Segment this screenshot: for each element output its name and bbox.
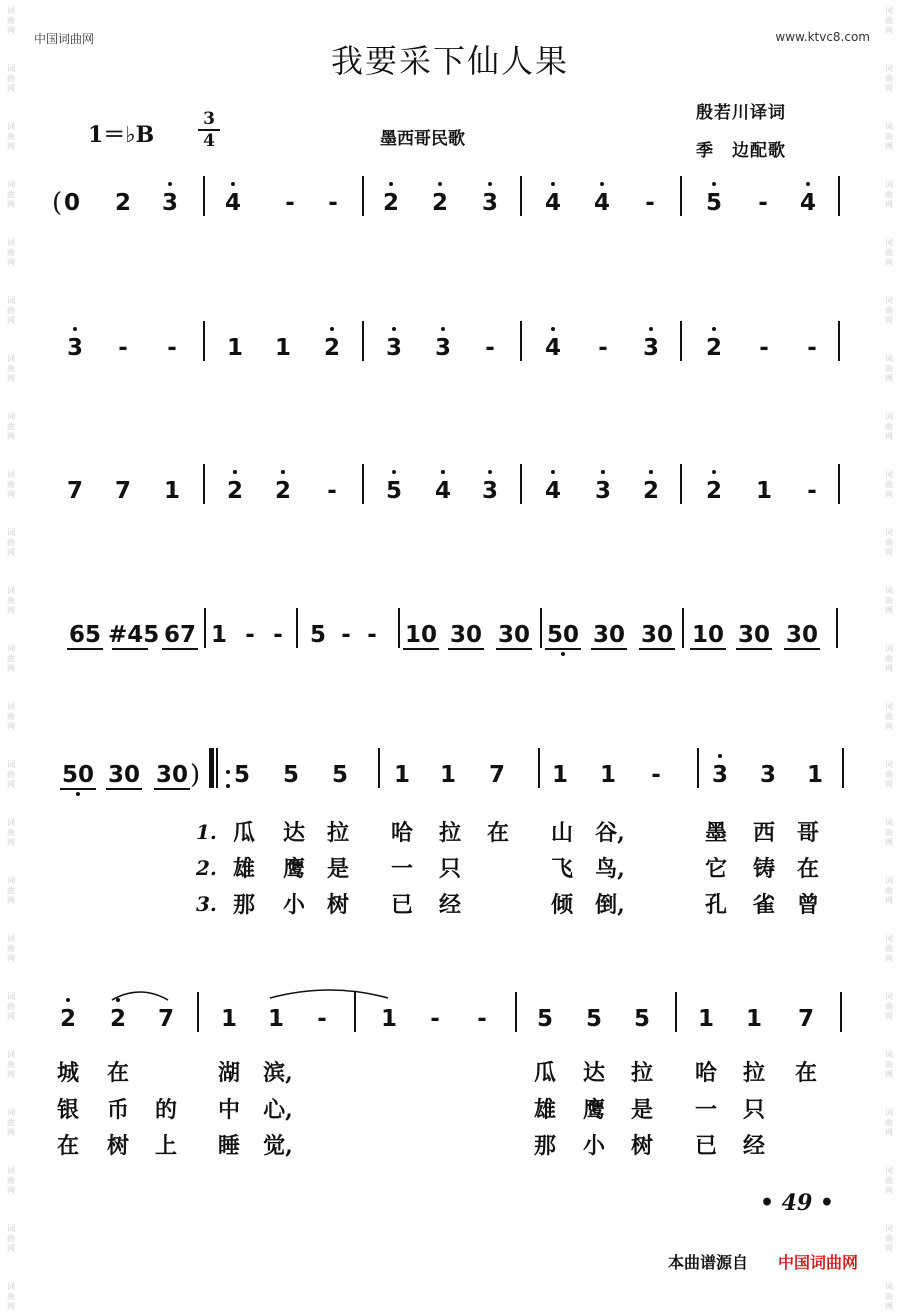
lyric-syllable: 银 (56, 1097, 79, 1123)
margin-watermark-text: 词 曲 网 (7, 1050, 15, 1079)
jianpu-note: 2 (323, 335, 340, 361)
lyric-syllable: 墨 (704, 820, 727, 846)
key-signature: 1＝♭B (88, 122, 155, 148)
jianpu-note: 3 (759, 762, 776, 788)
lyric-syllable: 瓜 (232, 820, 255, 846)
verse-number: 1. (196, 820, 217, 844)
jianpu-note: 1 (599, 762, 616, 788)
jianpu-note: 7 (157, 1006, 174, 1032)
jianpu-note: 1 (806, 762, 823, 788)
jianpu-note: 30 (497, 622, 530, 648)
lyric-syllable: 飞 (550, 856, 573, 882)
margin-watermark-text: 词 曲 网 (885, 1050, 893, 1079)
jianpu-note: 2 (114, 190, 131, 216)
margin-watermark-text: 词 曲 网 (7, 180, 15, 209)
lyric-syllable: 瓜 (533, 1060, 556, 1086)
sustain-dash: - (598, 335, 608, 361)
jianpu-note: 10 (691, 622, 724, 648)
lyric-syllable: 币 (106, 1097, 129, 1123)
jianpu-note: 1 (226, 335, 243, 361)
lyric-syllable: 经 (742, 1133, 765, 1159)
margin-watermark-text: 词 曲 网 (7, 760, 15, 789)
jianpu-note: #45 (108, 622, 160, 648)
jianpu-note: 7 (114, 478, 131, 504)
time-numerator: 3 (203, 109, 215, 129)
lyric-syllable: 鹰 (582, 1097, 605, 1123)
lyric-syllable: 滨, (263, 1060, 293, 1086)
lyric-syllable: 在 (796, 856, 819, 882)
margin-watermark-text: 词 曲 网 (885, 992, 893, 1021)
jianpu-note: 5 (309, 622, 326, 648)
jianpu-note: 5 (233, 762, 250, 788)
jianpu-note: 5 (385, 478, 402, 504)
lyric-syllable: 鸟, (595, 856, 625, 882)
jianpu-note: 1 (745, 1006, 762, 1032)
lyric-syllable: 曾 (796, 892, 819, 918)
jianpu-note: 1 (220, 1006, 237, 1032)
margin-watermark-text: 词 曲 网 (885, 470, 893, 499)
lyric-syllable: 它 (704, 856, 727, 882)
jianpu-note: 7 (488, 762, 505, 788)
lyric-syllable: 拉 (438, 820, 461, 846)
lyric-syllable: 城 (56, 1060, 79, 1086)
lyric-syllable: 在 (106, 1060, 129, 1086)
lyric-syllable: 拉 (742, 1060, 765, 1086)
jianpu-note: 30 (592, 622, 625, 648)
jianpu-note: 50 (61, 762, 94, 788)
jianpu-note: 30 (107, 762, 140, 788)
margin-watermark-text: 词 曲 网 (885, 296, 893, 325)
intro-close-paren: ) (190, 760, 201, 790)
margin-watermark-text: 词 曲 网 (885, 180, 893, 209)
sustain-dash: - (167, 335, 177, 361)
margin-watermark-text: 词 曲 网 (7, 412, 15, 441)
lyric-syllable: 拉 (326, 820, 349, 846)
jianpu-note: 3 (434, 335, 451, 361)
lyric-syllable: 树 (106, 1133, 129, 1159)
lyric-syllable: 倒, (595, 892, 625, 918)
margin-watermark-text: 词 曲 网 (7, 528, 15, 557)
jianpu-note: 1 (274, 335, 291, 361)
jianpu-note: 3 (711, 762, 728, 788)
jianpu-note: 3 (385, 335, 402, 361)
margin-watermark-text: 词 曲 网 (7, 992, 15, 1021)
verse-number: 2. (196, 856, 217, 880)
jianpu-note: 2 (274, 478, 291, 504)
sustain-dash: - (273, 622, 283, 648)
jianpu-note: 1 (267, 1006, 284, 1032)
lyric-syllable: 哈 (694, 1060, 717, 1086)
sustain-dash: - (430, 1006, 440, 1032)
jianpu-note: 5 (585, 1006, 602, 1032)
margin-watermark-text: 词 曲 网 (7, 354, 15, 383)
jianpu-note: 10 (404, 622, 437, 648)
lyric-syllable: 中 (217, 1097, 240, 1123)
lyric-syllable: 已 (694, 1133, 717, 1159)
lyric-syllable: 铸 (752, 856, 775, 882)
lyric-syllable: 谷, (595, 820, 625, 846)
sustain-dash: - (327, 478, 337, 504)
paren-mark (78, 782, 80, 808)
sustain-dash: - (118, 335, 128, 361)
margin-watermark-text: 词 曲 网 (7, 1166, 15, 1195)
jianpu-note: 4 (224, 190, 241, 216)
margin-watermark-text: 词 曲 网 (885, 1108, 893, 1137)
margin-watermark-text: 词 曲 网 (7, 702, 15, 731)
jianpu-note: 1 (551, 762, 568, 788)
sustain-dash: - (807, 478, 817, 504)
lyric-syllable: 小 (282, 892, 305, 918)
jianpu-note: 5 (633, 1006, 650, 1032)
jianpu-note: 2 (642, 478, 659, 504)
margin-watermark-text: 词 曲 网 (7, 644, 15, 673)
lyric-syllable: 哈 (390, 820, 413, 846)
margin-watermark-text: 词 曲 网 (885, 354, 893, 383)
jianpu-note: 3 (66, 335, 83, 361)
jianpu-note: 2 (431, 190, 448, 216)
jianpu-note: 30 (737, 622, 770, 648)
margin-watermark-text: 词 曲 网 (885, 702, 893, 731)
margin-watermark-text: 词 曲 网 (7, 122, 15, 151)
verse-number: 3. (196, 892, 217, 916)
jianpu-note: 2 (382, 190, 399, 216)
margin-watermark-text: 词 曲 网 (885, 644, 893, 673)
lyric-syllable: 树 (630, 1133, 653, 1159)
lyric-syllable: 是 (326, 856, 349, 882)
jianpu-note: 30 (785, 622, 818, 648)
sustain-dash: - (317, 1006, 327, 1032)
intro-open-paren: ( (52, 188, 63, 218)
margin-watermark-text: 词 曲 网 (7, 6, 15, 35)
jianpu-note: 4 (434, 478, 451, 504)
lyric-syllable: 睡 (217, 1133, 240, 1159)
margin-watermark-text: 词 曲 网 (885, 760, 893, 789)
site-name-left: 中国词曲网 (34, 32, 95, 46)
jianpu-note: 7 (66, 478, 83, 504)
sustain-dash: - (645, 190, 655, 216)
jianpu-note: 4 (544, 478, 561, 504)
margin-watermark-text: 词 曲 网 (885, 586, 893, 615)
lyric-syllable: 拉 (630, 1060, 653, 1086)
margin-watermark-text: 词 曲 网 (7, 470, 15, 499)
margin-watermark-text: 词 曲 网 (885, 818, 893, 847)
lyric-syllable: 倾 (550, 892, 573, 918)
jianpu-note: 1 (393, 762, 410, 788)
lyric-syllable: 雄 (533, 1097, 556, 1123)
jianpu-note: 2 (705, 478, 722, 504)
lyric-syllable: 心, (263, 1097, 293, 1123)
lyric-syllable: 那 (533, 1133, 556, 1159)
margin-watermark-text: 词 曲 网 (885, 1282, 893, 1311)
jianpu-note: 3 (161, 190, 178, 216)
jianpu-note: 0 (63, 190, 80, 216)
jianpu-note: 67 (163, 622, 196, 648)
sustain-dash: - (759, 335, 769, 361)
jianpu-note: 4 (799, 190, 816, 216)
sustain-dash: - (807, 335, 817, 361)
lyric-syllable: 已 (390, 892, 413, 918)
sustain-dash: - (367, 622, 377, 648)
sustain-dash: - (341, 622, 351, 648)
margin-watermark-text: 词 曲 网 (7, 586, 15, 615)
jianpu-note: 3 (594, 478, 611, 504)
arranger-credit: 季 边配歌 (696, 141, 786, 161)
margin-watermark-text: 词 曲 网 (885, 1166, 893, 1195)
sustain-dash: - (651, 762, 661, 788)
margin-watermark-text: 词 曲 网 (885, 1224, 893, 1253)
jianpu-note: 1 (755, 478, 772, 504)
jianpu-note: 1 (439, 762, 456, 788)
margin-watermark-text: 词 曲 网 (7, 876, 15, 905)
jianpu-note: 65 (68, 622, 101, 648)
jianpu-note: 5 (705, 190, 722, 216)
lyric-syllable: 在 (486, 820, 509, 846)
jianpu-note: 1 (380, 1006, 397, 1032)
lyric-syllable: 雀 (752, 892, 775, 918)
lyric-syllable: 在 (794, 1060, 817, 1086)
sustain-dash: - (485, 335, 495, 361)
lyric-syllable: 小 (582, 1133, 605, 1159)
time-denominator: 4 (203, 131, 215, 151)
margin-watermark-text: 词 曲 网 (7, 296, 15, 325)
margin-watermark-text: 词 曲 网 (7, 238, 15, 267)
jianpu-note: 2 (109, 1006, 126, 1032)
lyric-syllable: 鹰 (282, 856, 305, 882)
lyric-syllable: 是 (630, 1097, 653, 1123)
jianpu-note: 4 (593, 190, 610, 216)
sustain-dash: - (328, 190, 338, 216)
lyric-syllable: 只 (438, 856, 461, 882)
lyric-syllable: 那 (232, 892, 255, 918)
margin-watermark-text: 词 曲 网 (885, 64, 893, 93)
lyric-syllable: 孔 (704, 892, 727, 918)
jianpu-note: 4 (544, 335, 561, 361)
margin-watermark-text: 词 曲 网 (885, 934, 893, 963)
jianpu-note: 3 (481, 478, 498, 504)
lyric-syllable: 树 (326, 892, 349, 918)
jianpu-note: 50 (546, 622, 579, 648)
lyric-syllable: 哥 (796, 820, 819, 846)
margin-watermark-text: 词 曲 网 (7, 1108, 15, 1137)
margin-watermark-text: 词 曲 网 (885, 876, 893, 905)
page-number: • 49 • (759, 1190, 834, 1216)
lyric-syllable: 雄 (232, 856, 255, 882)
jianpu-note: 1 (163, 478, 180, 504)
jianpu-note: 3 (481, 190, 498, 216)
lyric-syllable: 一 (390, 856, 413, 882)
jianpu-note: 4 (544, 190, 561, 216)
margin-watermark-text: 词 曲 网 (7, 1282, 15, 1311)
site-url[interactable]: www.ktvc8.com (775, 30, 870, 44)
margin-watermark-text: 词 曲 网 (885, 528, 893, 557)
jianpu-note: 30 (640, 622, 673, 648)
margin-watermark-text: 词 曲 网 (7, 64, 15, 93)
lyric-syllable: 觉, (263, 1133, 293, 1159)
jianpu-note: 3 (642, 335, 659, 361)
jianpu-note: 1 (210, 622, 227, 648)
jianpu-note: 5 (331, 762, 348, 788)
margin-watermark-text: 词 曲 网 (885, 412, 893, 441)
margin-watermark-text: 词 曲 网 (7, 818, 15, 847)
jianpu-note: 30 (155, 762, 188, 788)
sustain-dash: - (245, 622, 255, 648)
jianpu-note: 7 (797, 1006, 814, 1032)
slur-mark (112, 992, 168, 1000)
footer-source-label: 本曲谱源自 (668, 1253, 749, 1272)
margin-watermark-text: 词 曲 网 (885, 238, 893, 267)
page-title: 我要采下仙人果 (330, 42, 569, 80)
jianpu-note: 30 (449, 622, 482, 648)
song-origin: 墨西哥民歌 (380, 129, 465, 149)
margin-watermark-text: 词 曲 网 (7, 934, 15, 963)
translator-credit: 殷若川译词 (696, 103, 786, 123)
lyric-syllable: 的 (154, 1097, 177, 1123)
lyric-syllable: 达 (582, 1060, 605, 1086)
lyric-syllable: 只 (742, 1097, 765, 1123)
lyric-syllable: 一 (694, 1097, 717, 1123)
lyric-syllable: 经 (438, 892, 461, 918)
tie-mark (270, 990, 388, 998)
footer-site-link[interactable]: 中国词曲网 (778, 1253, 859, 1272)
lyric-syllable: 在 (56, 1133, 79, 1159)
margin-watermark-text: 词 曲 网 (885, 6, 893, 35)
lyric-syllable: 上 (154, 1133, 177, 1159)
jianpu-note: 2 (705, 335, 722, 361)
lyric-syllable: 湖 (217, 1060, 240, 1086)
sustain-dash: - (285, 190, 295, 216)
margin-watermark-text: 词 曲 网 (885, 122, 893, 151)
sustain-dash: - (477, 1006, 487, 1032)
jianpu-note: 2 (226, 478, 243, 504)
lyric-syllable: 山 (550, 820, 573, 846)
margin-watermark-text: 词 曲 网 (7, 1224, 15, 1253)
jianpu-note: 1 (697, 1006, 714, 1032)
jianpu-note: 5 (536, 1006, 553, 1032)
jianpu-note: 2 (59, 1006, 76, 1032)
lyric-syllable: 达 (282, 820, 305, 846)
lyric-syllable: 西 (752, 820, 775, 846)
sustain-dash: - (758, 190, 768, 216)
jianpu-note: 5 (282, 762, 299, 788)
